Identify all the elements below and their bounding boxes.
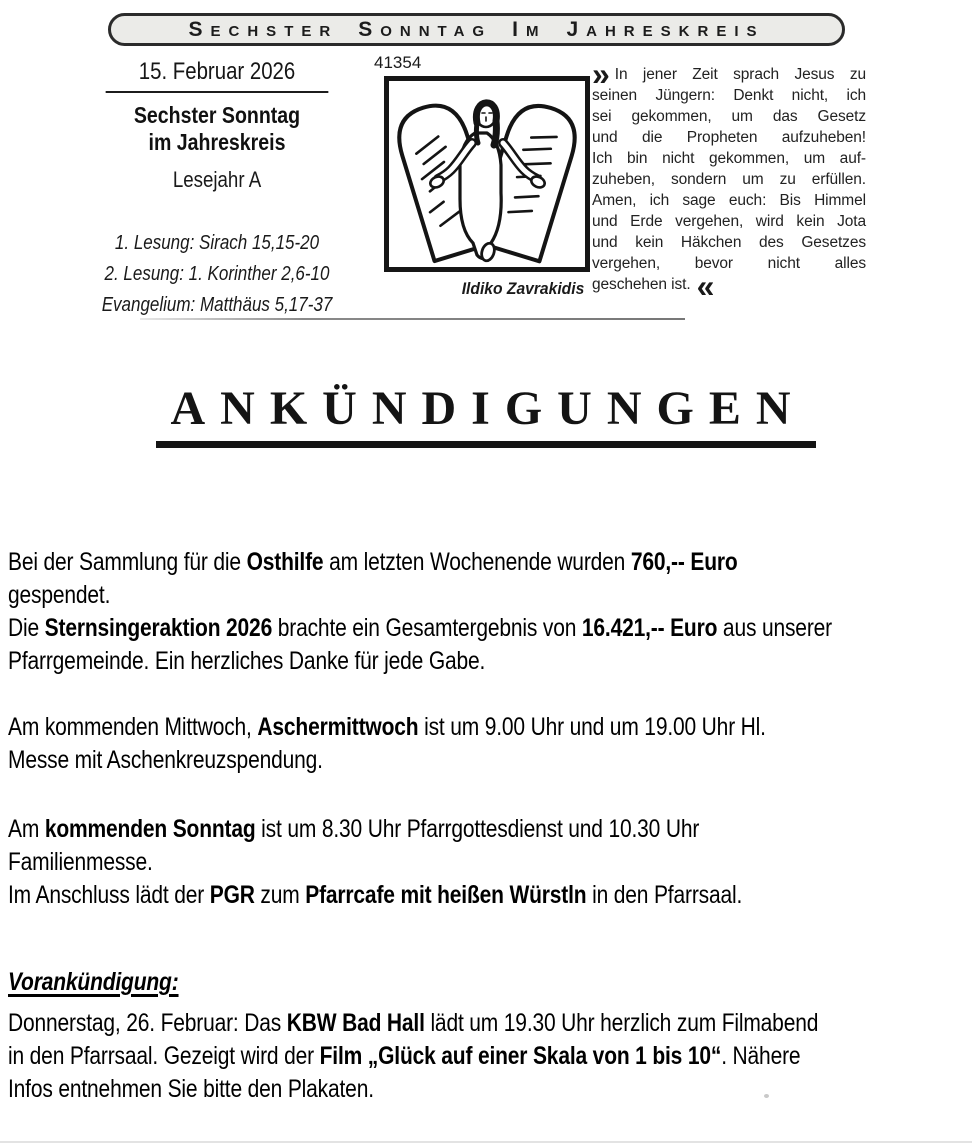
paragraph-ash-wednesday: Am kommenden Mittwoch, Aschermittwoch ist um 9.00 Uhr und um 19.00 Uhr Hl. Messe mit Aschenkreuzspendung. bbox=[8, 713, 766, 774]
preannouncement-heading: Vorankündigung: bbox=[8, 968, 179, 996]
feast-title-line2: im Jahreskreis bbox=[148, 129, 286, 155]
paragraph-preannouncement: Donnerstag, 26. Februar: Das KBW Bad Hall lädt um 19.30 Uhr herzlich zum Filmabend in den Pfarrsaal. Gezeigt wird der Film „Glück auf einer Skala von 1 bis 10“. Nähere Infos entnehmen Sie bitte den Plakaten. bbox=[8, 1009, 819, 1103]
masthead-title: SECHSTER SONNTAG IM JAHRESKREIS bbox=[188, 17, 765, 41]
paragraph-collection: Bei der Sammlung für die Osthilfe am letzten Wochenende wurden 760,-- Euro gespendet. Die Sternsingeraktion 2026 brachte ein Gesamtergebnis von 16.421,-- Euro aus unserer Pfarrgemeinde. Ein herzliches Danke für jede Gabe. bbox=[8, 548, 832, 675]
paragraph-sunday-services: Am kommenden Sonntag ist um 8.30 Uhr Pfarrgottesdienst und 10.30 Uhr Familienmesse. Im Anschluss lädt der PGR zum Pfarrcafe mit heißen Würstln in den Pfarrsaal. bbox=[8, 815, 743, 909]
reading-line: 1. Lesung: Sirach 15,15-20 bbox=[114, 232, 320, 254]
date: 15. Februar 2026 bbox=[138, 58, 296, 85]
reading-line: 2. Lesung: 1. Korinther 2,6-10 bbox=[104, 263, 330, 285]
announcements-title: ANKÜNDIGUNGEN bbox=[156, 384, 815, 448]
scan-artifact-bottom-line bbox=[0, 1141, 972, 1143]
feast-title-line1: Sechster Sonntag bbox=[133, 102, 301, 128]
lectionary-cycle: Lesejahr A bbox=[172, 167, 262, 192]
scan-artifact-line bbox=[140, 318, 685, 320]
announcements-title-wrap bbox=[0, 384, 972, 448]
image-number: 41354 bbox=[374, 53, 422, 72]
jesus-tablets-illustration bbox=[389, 81, 585, 267]
scan-artifact-dot bbox=[764, 1094, 769, 1098]
gospel-quote: » In jener Zeit sprach Jesus zu seinen Jüngern: Denkt nicht, ich sei gekommen, um das Gesetz und die Propheten aufzuheben! Ich bin nicht gekommen, um auf- zuheben, sondern um zu erfüllen. Amen, ich sage euch: Bis Himmel und Erde vergehen, wird kein Jota und kein Häkchen des Gesetzes vergehen, bevor nicht alles geschehen ist. « bbox=[592, 56, 866, 304]
announcements-body bbox=[8, 546, 966, 1106]
intro-left-column bbox=[81, 58, 353, 321]
reading-line: Evangelium: Matthäus 5,17-37 bbox=[101, 294, 333, 316]
masthead-banner bbox=[108, 13, 845, 46]
artwork-credit: Ildiko Zavrakidis bbox=[461, 279, 585, 298]
date-rule bbox=[106, 91, 329, 93]
readings-list bbox=[81, 228, 353, 321]
artwork-frame bbox=[384, 76, 590, 272]
